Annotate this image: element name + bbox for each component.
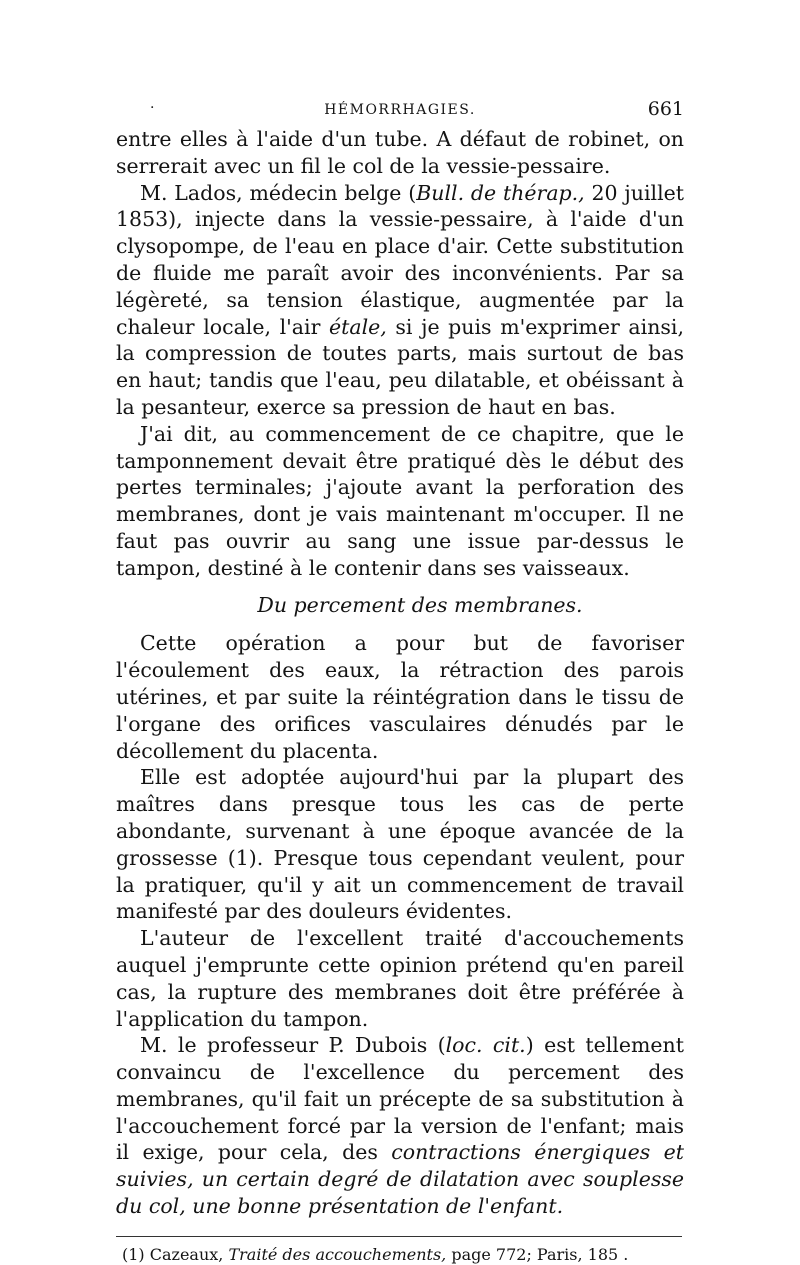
running-title: HÉMORRHAGIES. xyxy=(324,102,476,118)
paragraph-2-text-c: si je puis m'exprimer ainsi, la compression de toutes parts, mais surtout de bas en haut; tandis que l'eau, peu dilatable, et obéissant à la pesanteur, exerce sa pression de haut en bas. xyxy=(116,314,684,419)
paragraph-2-text-b: 20 juillet 1853), injecte dans la vessie-pessaire, à l'aide d'un clysopompe, de l'eau en place d'air. Cette substitution de fluide me paraît avoir des inconvénients. Par sa légèreté, sa tension élastique, augmentée par la chaleur locale, l'air xyxy=(116,180,684,339)
paragraph-3: J'ai dit, au commencement de ce chapitre, que le tamponnement devait être pratiqué dès le début des pertes terminales; j'ajoute avant la perforation des membranes, dont je vais maintenant m'occuper. Il ne faut pas ouvrir au sang une issue par-dessus le tampon, destiné à le contenir dans ses vaisseaux. xyxy=(116,421,684,580)
paragraph-7-text-b: ) est tellement convaincu de l'excellence du percement des membranes, qu'il fait un précepte de sa substitution à l'accouchement forcé par la version de l'enfant; mais il exige, pour cela, des xyxy=(116,1033,684,1165)
emphasis-word: étale, xyxy=(329,314,387,339)
body-text xyxy=(116,126,684,1220)
citation-reference: Bull. de thérap., xyxy=(416,180,585,205)
paragraph-7 xyxy=(116,1032,684,1220)
paragraph-2 xyxy=(116,180,684,421)
paragraph-5: Elle est adoptée aujourd'hui par la plupart des maîtres dans presque tous les cas de perte abondante, survenant à une époque avancée de la grossesse (1). Presque tous cependant veulent, pour la pratiquer, qu'il y ait un commencement de travail manifesté par des douleurs évidentes. xyxy=(116,765,684,924)
emphasis-passage: contractions énergiques et suivies, un certain degré de dilatation avec souplesse du col, une bonne présentation de l'enfant. xyxy=(116,1140,684,1219)
page-header xyxy=(116,96,684,126)
paragraph-1: entre elles à l'aide d'un tube. A défaut de robinet, on serrerait avec un fil le col de la vessie-pessaire. xyxy=(116,127,684,178)
paragraph-2-text-a: M. Lados, médecin belge ( xyxy=(140,180,417,205)
footnote-text-b: page 772; Paris, 185 . xyxy=(446,1244,629,1264)
paragraph-7-text-a: M. le professeur P. Dubois ( xyxy=(140,1033,446,1058)
citation-reference: loc. cit. xyxy=(445,1033,526,1058)
page-number: 661 xyxy=(647,98,684,120)
footnote-divider xyxy=(116,1236,682,1237)
footnote-text-a: (1) Cazeaux, xyxy=(122,1244,229,1264)
paragraph-6: L'auteur de l'excellent traité d'accouchements auquel j'emprunte cette opinion prétend qu'en pareil cas, la rupture des membranes doit être préférée à l'application du tampon. xyxy=(116,926,684,1031)
header-marker: · xyxy=(150,100,155,116)
footnote xyxy=(116,1245,684,1265)
book-page xyxy=(116,96,684,1265)
paragraph-4: Cette opération a pour but de favoriser l'écoulement des eaux, la rétraction des parois utérines, et par suite la réintégration dans le tissu de l'organe des orifices vasculaires dénudés par le décollement du placenta. xyxy=(116,631,684,763)
section-heading: Du percement des membranes. xyxy=(257,592,583,617)
footnote-book-title: Traité des accouchements, xyxy=(228,1244,447,1264)
